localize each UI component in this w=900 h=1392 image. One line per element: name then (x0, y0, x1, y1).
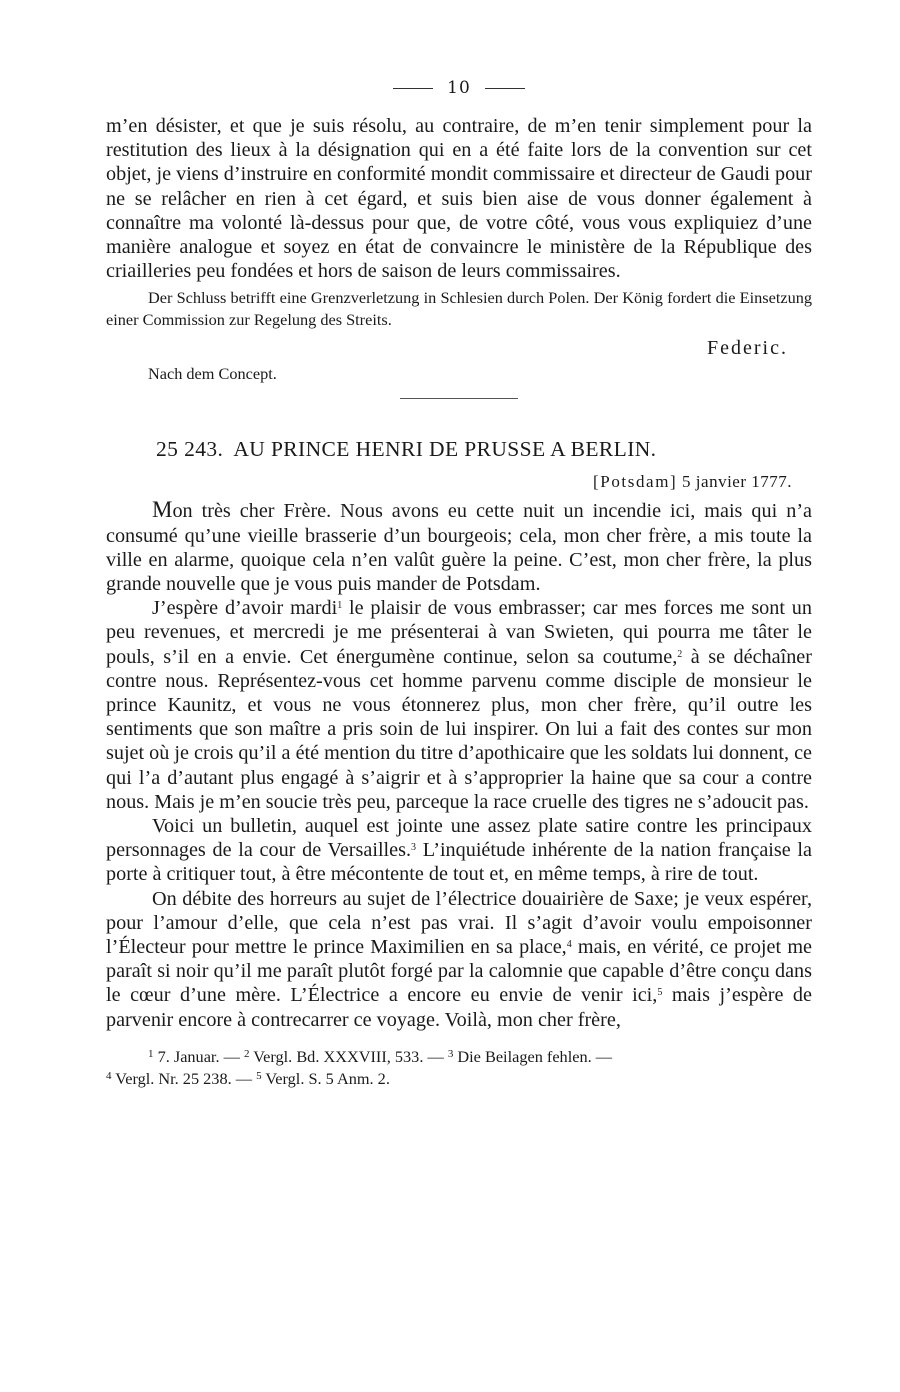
paragraph-4-text-a: On débite des horreurs au sujet de l’électrice douairière de Saxe; je veux espérer, pour l’amour d’elle, que cela n’est pas vrai. Il s’agit d’avoir voulu empoisonner l’Électeur pour mettre le prince Maximilien en sa place, (106, 887, 812, 959)
page-header (106, 78, 812, 98)
source-note: Nach dem Concept. (148, 364, 277, 384)
footnote-mark-3: 3 (447, 1047, 454, 1060)
letter-paragraph-1 (106, 498, 812, 596)
letter-paragraph-4 (106, 887, 812, 1032)
footnote-5: Vergl. S. 5 Anm. 2. (261, 1068, 390, 1088)
footnote-2: Vergl. Bd. XXXVIII, 533. — (249, 1046, 448, 1066)
footnote-3: Die Beilagen fehlen. — (453, 1046, 613, 1066)
footnote-4: Vergl. Nr. 25 238. — (111, 1068, 257, 1088)
footnote-mark-4: 4 (106, 1069, 112, 1082)
letter-place: [Potsdam] (593, 472, 678, 492)
footnote-ref-5: 5 (657, 987, 663, 999)
continuation-paragraph: m’en désister, et que je suis résolu, au contraire, de m’en tenir simplement pour la restitution des lieux à la désignation qui en a été faite lors de la convention sur cet objet, je viens d’instruire en conformité mondit commissaire et directeur de Gaudi pour ne se relâcher en rien à cet égard, et suis bien aise de vous donner également à connaître ma volonté là-dessus pour que, de votre côté, vous vous expliquiez d’une manière analogue et soyez en état de convaincre le ministère de la République des criailleries peu fondées et hors de saison de leurs commissaires. (106, 115, 812, 283)
letter-date: 5 janvier 1777. (682, 472, 792, 492)
letter-paragraph-3 (106, 814, 812, 887)
paragraph-4-text-b: mais, en vérité, ce projet me paraît si noir qu’il me paraît plutôt forgé par la calomnie que capable d’être conçu dans le cœur d’une mère. L’Électrice a encore eu envie de venir ici, (106, 936, 812, 1007)
footnote-1: 7. Januar. — (153, 1046, 244, 1066)
initial-letter: M (152, 497, 173, 523)
letter-paragraph-2 (106, 596, 812, 814)
section-divider (400, 398, 518, 399)
editor-note: Der Schluss betrifft eine Grenzverletzung in Schlesien durch Polen. Der König fordert die Einsetzung einer Commission zur Regelung des Streits. (106, 288, 812, 330)
paragraph-2-text-c: à se déchaîner contre nous. Représentez-vous cet homme parvenu comme disciple de monsieur le prince Kaunitz, et vous ne vous étonnerez plus, mon cher frère, qu’il outre les sentiments que son maître a pris soin de lui inspirer. On lui a fait des contes sur mon sujet où je crois qu’il a été mention du titre d’apothicaire que les soldats lui donnent, ce qui l’a d’autant plus engagé à s’aigrir et à s’approprier la haine que sa cour a contre nous. Mais je m’en soucie très peu, parceque la race cruelle des tigres ne s’adoucit pas. (106, 645, 812, 813)
footnote-mark-1: 1 (148, 1047, 154, 1060)
paragraph-2-text-b: le plaisir de vous embrasser; car mes forces me sont un peu revenues, et mercredi je me présenterai à van Swieten, qui pourra me tâter le pouls, s’il en a envie. Cet énergumène continue, selon sa coutume, (106, 597, 812, 668)
footnote-mark-5: 5 (256, 1069, 262, 1082)
paragraph-2-text-a: J’espère d’avoir mardi (152, 597, 338, 620)
letter-title: AU PRINCE HENRI DE PRUSSE A BERLIN. (233, 437, 657, 462)
footnotes-line-2 (106, 1068, 812, 1090)
paragraph-4-text-c: mais j’espère de parvenir encore à contrecarrer ce voyage. Voilà, mon cher frère, (106, 984, 812, 1031)
header-rule-left (393, 88, 433, 89)
footnote-ref-4: 4 (566, 939, 572, 951)
footnote-ref-2: 2 (677, 648, 683, 660)
footnote-ref-1: 1 (337, 600, 343, 612)
letter-dateline (106, 472, 812, 492)
footnotes (106, 1046, 812, 1090)
footnotes-line-1 (106, 1046, 812, 1068)
letter-heading (106, 437, 812, 462)
signature: Federic. (707, 337, 788, 360)
paragraph-1-text: on très cher Frère. Nous avons eu cette nuit un incendie ici, mais qui n’a consumé qu’une vieille brasserie d’un bourgeois; cela, mon cher frère, a mis toute la ville en alarme, quoique cela n’en valût guère la peine. C’est, mon cher frère, la plus grande nouvelle que je vous puis mander de Potsdam. (106, 500, 812, 596)
header-rule-right (485, 88, 525, 89)
paragraph-3-text-a: Voici un bulletin, auquel est jointe une assez plate satire contre les principaux personnages de la cour de Versailles. (106, 815, 812, 862)
paragraph-3-text-b: L’inquiétude inhérente de la nation française la porte à critiquer tout, à être mécontente de tout et, en même temps, à rire de tout. (106, 839, 812, 886)
document-page (106, 78, 812, 1090)
footnote-ref-3: 3 (411, 842, 417, 854)
letter-number: 25 243. (156, 437, 224, 462)
page-number: 10 (447, 78, 471, 98)
footnote-mark-2: 2 (243, 1047, 250, 1060)
